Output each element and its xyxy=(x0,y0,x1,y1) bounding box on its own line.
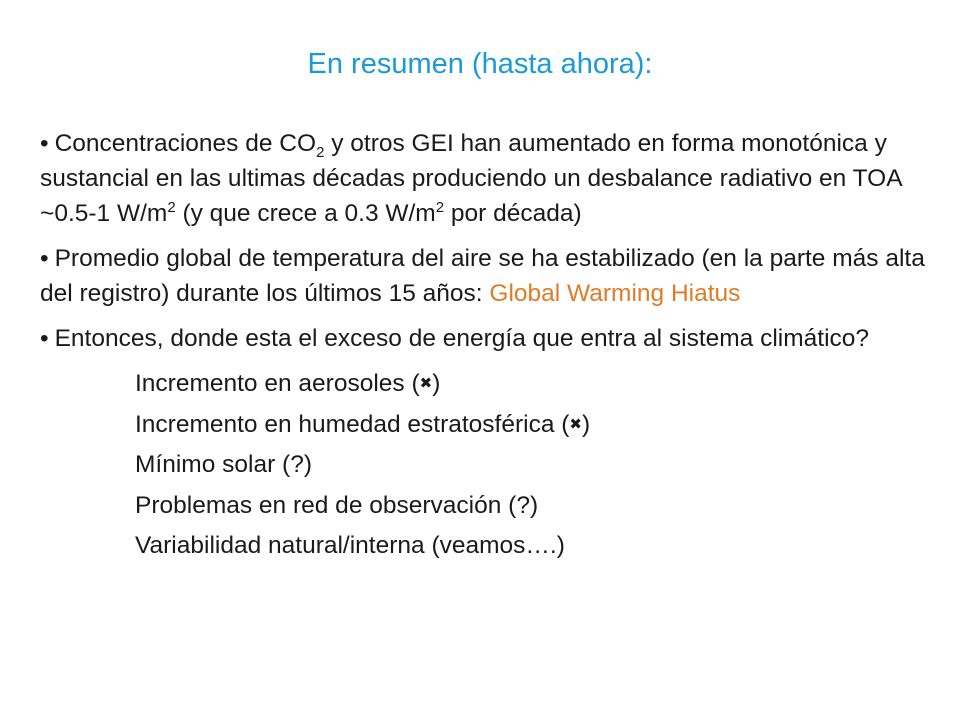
cross-icon: ✖ xyxy=(569,415,582,433)
bullet-marker: • xyxy=(40,325,49,352)
superscript: 2 xyxy=(435,198,445,216)
bullet-text: Entonces, donde esta el exceso de energía que entra al sistema climático? xyxy=(54,325,870,352)
item-text: Incremento en aerosoles ( xyxy=(135,370,420,397)
item-text: Variabilidad natural/interna (veamos….) xyxy=(135,532,565,559)
slide-content xyxy=(40,126,930,567)
item-text: ) xyxy=(432,370,441,397)
approx-symbol: ~ xyxy=(40,200,55,227)
bullet-co2 xyxy=(40,126,930,231)
bullet-marker: • xyxy=(40,245,49,272)
item-text: Problemas en red de observación (?) xyxy=(135,491,539,519)
list-item xyxy=(40,486,930,527)
item-text: Mínimo solar (?) xyxy=(135,451,312,478)
slide-title: En resumen (hasta ahora): xyxy=(307,48,653,80)
list-item xyxy=(40,445,930,486)
cross-icon: ✖ xyxy=(419,375,433,392)
bullet-text: por década) xyxy=(444,200,582,227)
list-item xyxy=(40,526,930,567)
item-text: ) xyxy=(582,410,591,438)
bullet-text: (y que crece a 0.3 W/m xyxy=(175,200,436,227)
hypothesis-list xyxy=(40,364,930,567)
bullet-hiatus xyxy=(40,241,930,311)
list-item xyxy=(40,364,930,405)
bullet-marker: • xyxy=(40,130,49,157)
item-text: Incremento en humedad estratosférica ( xyxy=(135,410,570,438)
bullet-text: y otros GEI han aumentado en forma monotónica y sustancial en las ultimas décadas produciendo un desbalance radiativo en TOA xyxy=(40,130,902,192)
highlight-text: Global Warming Hiatus xyxy=(489,280,741,307)
list-item xyxy=(40,405,930,446)
superscript: 2 xyxy=(167,198,176,216)
bullet-text: Concentraciones de CO xyxy=(54,130,317,157)
bullet-question xyxy=(40,321,930,356)
bullet-text: Promedio global de temperatura del aire se ha estabilizado (en la parte más alta del registro) durante los últimos 15 años: xyxy=(40,245,925,307)
bullet-text: 0.5-1 W/m xyxy=(54,200,168,227)
subscript: 2 xyxy=(316,143,325,161)
